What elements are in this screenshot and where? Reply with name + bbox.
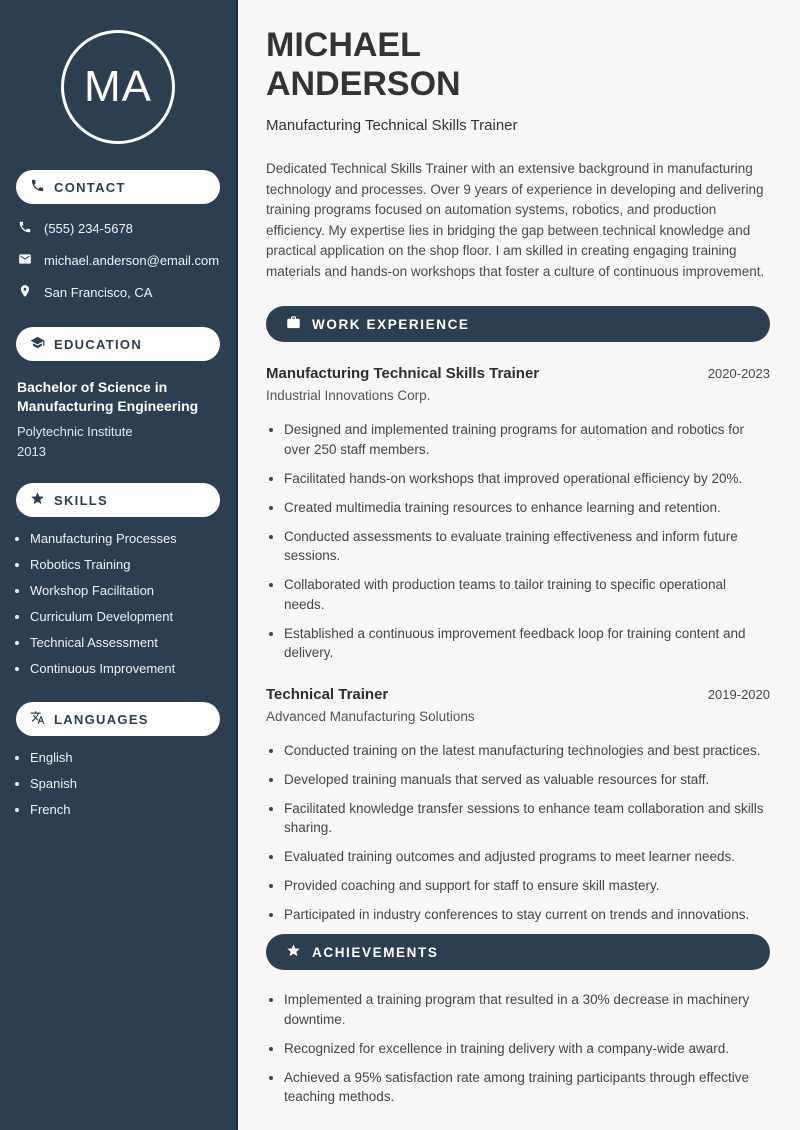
work-experience-section-title: WORK EXPERIENCE (312, 316, 470, 332)
languages-section-title: LANGUAGES (54, 711, 149, 727)
education-entry (0, 361, 236, 483)
language-item: • Spanish (30, 776, 226, 791)
job-dates: 2019-2020 (707, 686, 770, 702)
job-role: Technical Trainer (266, 685, 389, 703)
achievement-item: • Recognized for excellence in training delivery with a company-wide award. (284, 1039, 770, 1059)
contact-email-row (0, 252, 236, 269)
contact-rows (0, 220, 236, 301)
contact-email-value: michael.anderson@email.com (44, 253, 220, 268)
sidebar (0, 0, 238, 1130)
star-icon (286, 943, 301, 961)
job-bullet: • Evaluated training outcomes and adjusted programs to meet learner needs. (284, 847, 770, 867)
skills-list (0, 531, 236, 676)
languages-section-header (16, 702, 220, 736)
contact-section-header (16, 170, 220, 204)
job-header (266, 365, 770, 382)
skill-item: • Curriculum Development (30, 609, 226, 624)
skills-section-header (16, 483, 220, 517)
languages-list (0, 750, 236, 817)
person-first-name: MICHAEL (266, 26, 421, 64)
education-section-header (16, 327, 220, 361)
job-role: Manufacturing Technical Skills Trainer (266, 365, 540, 382)
star-icon (30, 491, 45, 509)
job-bullet: • Facilitated knowledge transfer sessions to enhance team collaboration and skills sharing. (284, 799, 770, 838)
education-year: 2013 (17, 444, 46, 459)
contact-location-value: San Francisco, CA (44, 285, 153, 300)
job-company: Industrial Innovations Corp. (266, 388, 431, 403)
work-experience-section-header (266, 306, 770, 342)
job-bullet: • Conducted training on the latest manufacturing technologies and best practices. (284, 741, 770, 761)
achievements-section-title: ACHIEVEMENTS (312, 944, 439, 960)
phone-icon (30, 178, 45, 196)
education-section-title: EDUCATION (54, 336, 143, 352)
achievement-item: • Implemented a training program that resulted in a 30% decrease in machinery downtime. (284, 990, 770, 1029)
job-bullet: • Developed training manuals that served as valuable resources for staff. (284, 770, 770, 790)
skill-item: • Continuous Improvement (30, 661, 226, 676)
job-bullets-list (266, 741, 770, 925)
main-content (238, 0, 800, 1130)
language-item: • French (30, 802, 226, 817)
job-bullet: • Created multimedia training resources to enhance learning and retention. (284, 498, 770, 518)
job-bullets-list (266, 420, 770, 663)
skill-item: • Technical Assessment (30, 635, 226, 650)
achievement-item: • Achieved a 95% satisfaction rate among training participants through effective teaching methods. (284, 1068, 770, 1107)
skill-item: • Robotics Training (30, 557, 226, 572)
job-bullet: • Designed and implemented training programs for automation and robotics for over 250 staff members. (284, 420, 770, 459)
location-pin-icon (18, 284, 32, 301)
job-company: Advanced Manufacturing Solutions (266, 708, 475, 724)
translate-icon (30, 710, 45, 728)
achievements-list (266, 990, 770, 1107)
email-icon (18, 252, 32, 269)
briefcase-icon (286, 315, 301, 333)
skills-section-title: SKILLS (54, 492, 109, 508)
contact-phone-value: (555) 234-5678 (44, 221, 133, 236)
contact-section-title: CONTACT (54, 179, 126, 195)
jobs-list (266, 365, 770, 925)
job-bullet: • Provided coaching and support for staff to ensure skill mastery. (284, 876, 770, 896)
avatar (61, 30, 175, 144)
education-school: Polytechnic Institute (17, 424, 133, 439)
language-item: • English (30, 750, 226, 765)
job-entry (266, 365, 770, 663)
job-bullet: • Established a continuous improvement feedback loop for training content and delivery. (284, 624, 770, 663)
avatar-initials: MA (84, 62, 152, 111)
person-name (266, 26, 770, 104)
graduation-cap-icon (30, 335, 45, 353)
job-entry (266, 686, 770, 925)
phone-icon (18, 220, 32, 237)
contact-location-row (0, 284, 236, 301)
skill-item: • Workshop Facilitation (30, 583, 226, 598)
skill-item: • Manufacturing Processes (30, 531, 226, 546)
person-last-name: ANDERSON (266, 65, 461, 103)
job-bullet: • Facilitated hands-on workshops that improved operational efficiency by 20%. (284, 469, 770, 489)
achievements-section-header (266, 934, 770, 970)
person-job-title: Manufacturing Technical Skills Trainer (266, 117, 518, 134)
education-degree: Bachelor of Science in Manufacturing Engineering (17, 379, 199, 414)
job-bullet: • Collaborated with production teams to tailor training to specific operational needs. (284, 575, 770, 614)
profile-summary: Dedicated Technical Skills Trainer with an extensive background in manufacturing technology and processes. Over 9 years of experience in developing and delivering training programs focused on automation systems, robotics, and production efficiency. My expertise lies in bridging the gap between technical knowledge and practical application on the shop floor. I am skilled in creating engaging training materials and hands-on workshops that foster a culture of continuous improvement. (266, 161, 765, 279)
job-bullet: • Participated in industry conferences to stay current on trends and innovations. (284, 905, 770, 925)
job-dates: 2020-2023 (707, 366, 770, 381)
job-bullet: • Conducted assessments to evaluate training effectiveness and inform future sessions. (284, 527, 770, 566)
job-header (266, 686, 770, 703)
contact-phone-row (0, 220, 236, 237)
